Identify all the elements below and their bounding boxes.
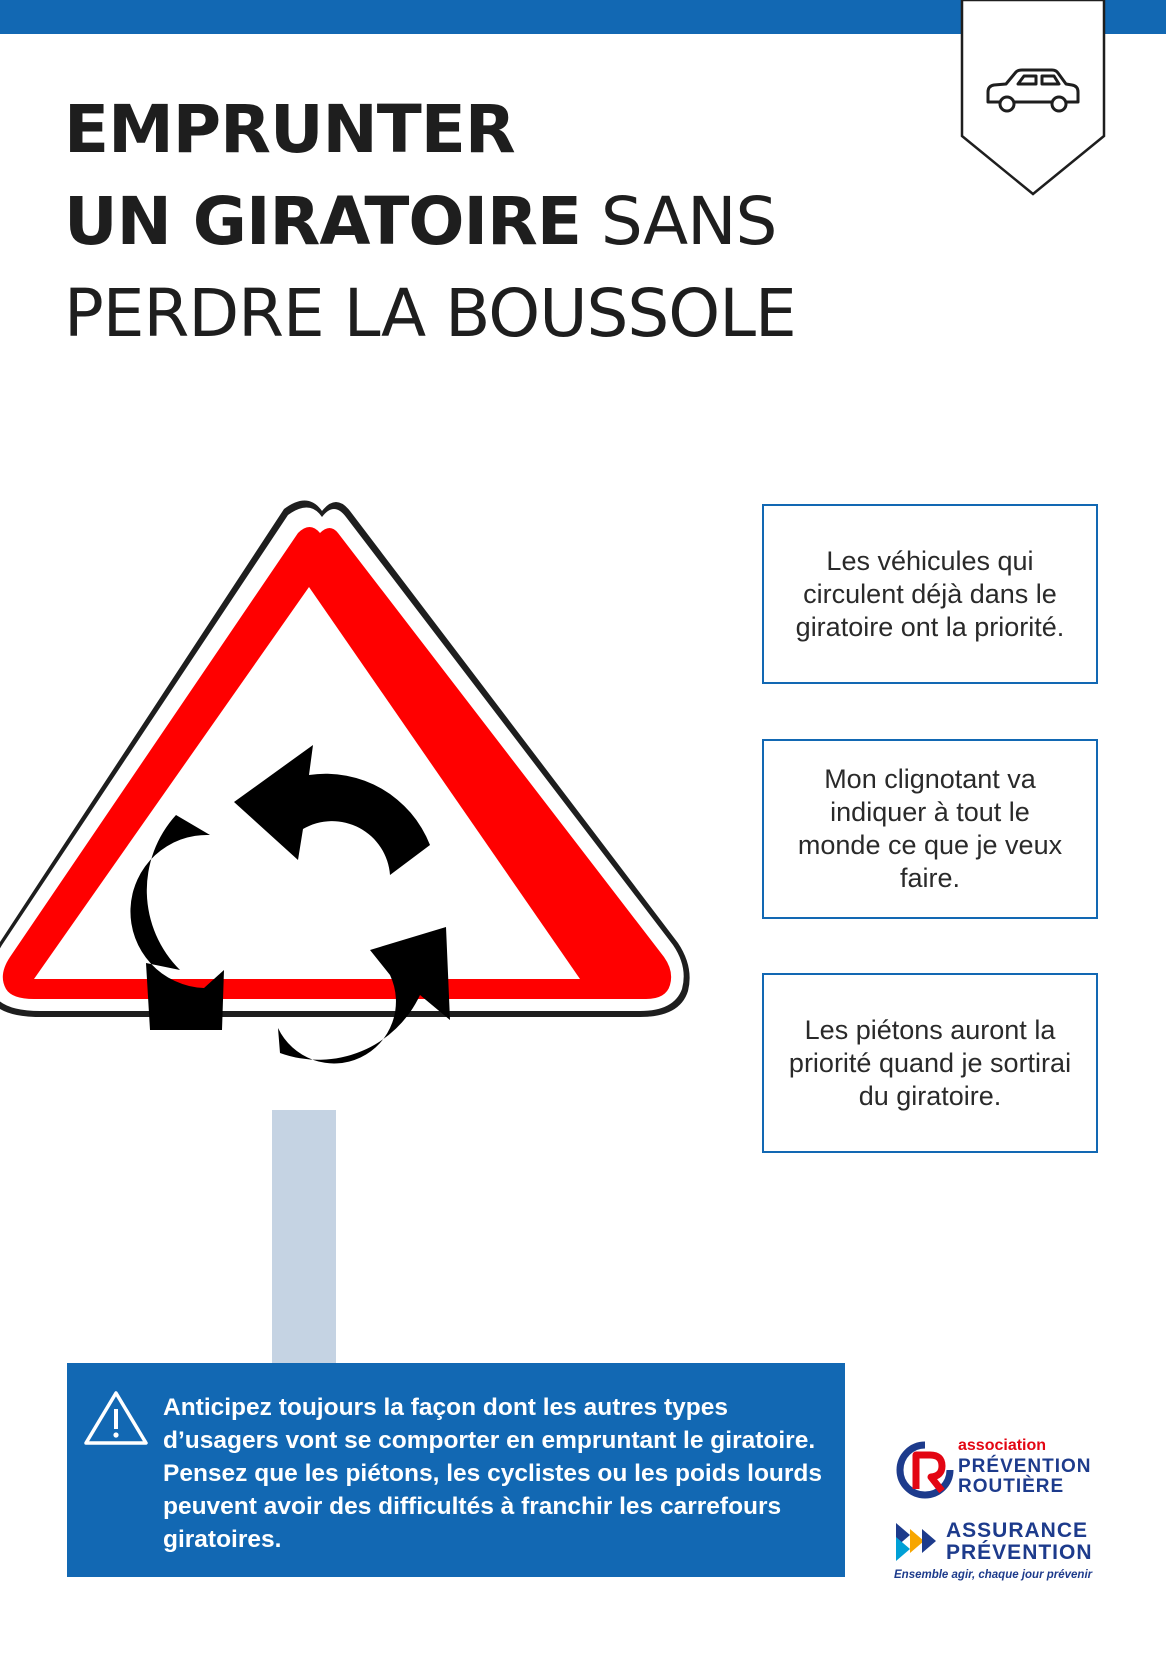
title-line-2-bold: UN GIRATOIRE <box>64 183 581 260</box>
sign-post <box>272 1110 336 1365</box>
car-badge <box>960 0 1106 196</box>
roundabout-warning-sign <box>0 495 690 1365</box>
ap-prevention: PRÉVENTION <box>946 1541 1093 1564</box>
apr-routiere: ROUTIÈRE <box>958 1476 1065 1497</box>
title-line-2-light: SANS <box>580 183 777 260</box>
prevention-routiere-logo <box>894 1435 1114 1501</box>
apr-prevention: PRÉVENTION <box>958 1456 1092 1477</box>
warning-text: Anticipez toujours la façon dont les autres types d’usagers vont se comporter en empruntant le giratoire. Pensez que les piétons, les cyclistes ou les poids lourds peuvent avoir des difficultés à franchir les carrefours giratoires. <box>163 1394 822 1553</box>
warning-panel <box>67 1363 845 1577</box>
page-title <box>64 84 796 360</box>
info-box-pedestrians <box>762 973 1098 1153</box>
assurance-prevention-mark <box>894 1521 938 1563</box>
title-line-1: EMPRUNTER <box>64 91 515 168</box>
info-box-text: Les piétons auront la priorité quand je sortirai du giratoire. <box>788 1014 1072 1111</box>
title-line-3: PERDRE LA BOUSSOLE <box>64 275 796 352</box>
ap-tagline: Ensemble agir, chaque jour prévenir <box>894 1569 1093 1581</box>
warning-triangle-icon <box>83 1389 149 1447</box>
ap-assurance: ASSURANCE <box>946 1519 1089 1542</box>
info-box-text: Les véhicules qui circulent déjà dans le giratoire ont la priorité. <box>795 545 1065 642</box>
info-box-text: Mon clignotant va indiquer à tout le monde ce que je veux faire. <box>797 764 1063 893</box>
assurance-prevention-logo <box>894 1518 1114 1588</box>
info-box-indicator <box>762 739 1098 919</box>
title-line-2 <box>64 176 796 268</box>
apr-association: association <box>958 1437 1047 1454</box>
info-box-priority <box>762 504 1098 684</box>
prevention-routiere-mark <box>894 1439 956 1501</box>
